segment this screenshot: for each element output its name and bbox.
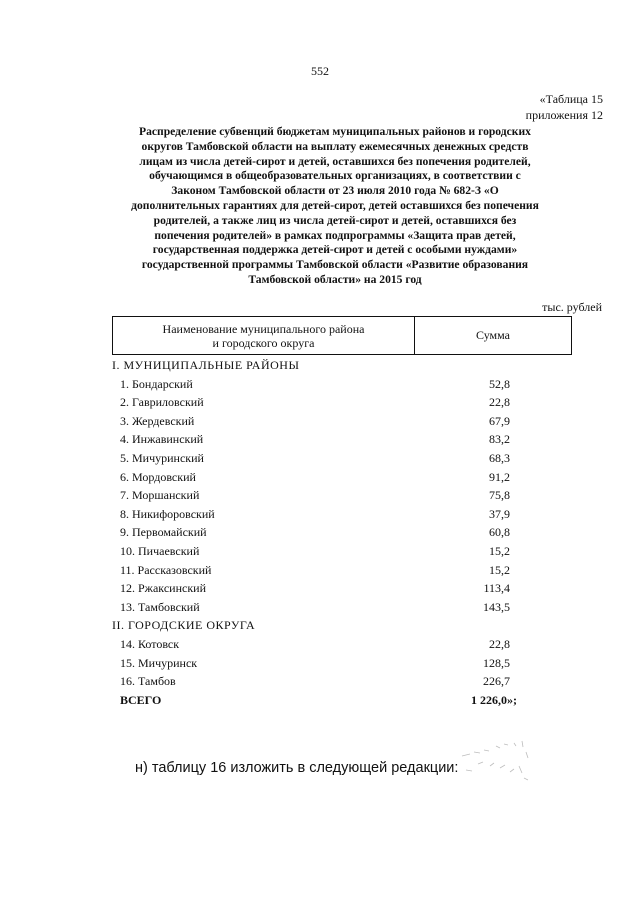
table-row [112, 375, 572, 394]
district-name: 13. Тамбовский [120, 599, 200, 614]
title-line: государственной программы Тамбовской области «Развитие образования [141, 258, 529, 272]
district-value: 75,8 [489, 488, 510, 503]
district-name: 10. Пичаевский [120, 543, 200, 558]
city-name: 15. Мичуринск [120, 655, 198, 670]
table-body [112, 356, 572, 709]
district-name: 6. Мордовский [120, 469, 196, 484]
district-value: 67,9 [489, 413, 510, 428]
title-line: родителей, а также лиц из числа детей-сирот и детей, оставшихся без [153, 213, 517, 227]
table-row [112, 505, 572, 524]
district-value: 37,9 [489, 506, 510, 521]
title-line: лицам из числа детей-сирот и детей, оставшихся без попечения родителей, [139, 154, 531, 168]
district-value: 15,2 [489, 543, 510, 558]
table-row [112, 468, 572, 487]
table-reference-line1: «Таблица 15 [539, 92, 603, 106]
district-name: 9. Первомайский [120, 525, 207, 540]
table-row [112, 523, 572, 542]
units-label: тыс. рублей [542, 300, 602, 314]
table-row [112, 579, 572, 598]
district-value: 143,5 [483, 599, 510, 614]
title-line: дополнительных гарантиях для детей-сирот, детей оставшихся без попечения [131, 198, 539, 212]
title-line: Законом Тамбовской области от 23 июля 2010 года № 682-З «О [171, 184, 499, 198]
title-line: округов Тамбовской области на выплату ежемесячных денежных средств [141, 139, 529, 153]
city-value: 128,5 [483, 655, 510, 670]
district-value: 83,2 [489, 432, 510, 447]
city-name: 14. Котовск [120, 636, 180, 651]
district-value: 68,3 [489, 450, 510, 465]
district-value: 22,8 [489, 395, 510, 410]
section-row [112, 356, 572, 375]
district-value: 52,8 [489, 376, 510, 391]
table-header [112, 316, 572, 355]
document-title [100, 125, 570, 288]
district-name: 11. Рассказовский [120, 562, 212, 577]
table-row [112, 598, 572, 617]
section-row [112, 616, 572, 635]
title-line: обучающимся в общеобразовательных организациях, в соответствии с [149, 169, 521, 183]
table-reference [526, 91, 603, 123]
title-line: Распределение субвенций бюджетам муниципальных районов и городских [139, 125, 531, 138]
title-line: Тамбовской области» на 2015 год [248, 272, 422, 286]
faint-stamp-icon [456, 738, 536, 784]
section-title: II. ГОРОДСКИЕ ОКРУГА [112, 618, 256, 633]
section-title: I. МУНИЦИПАЛЬНЫЕ РАЙОНЫ [112, 358, 300, 372]
total-value: 1 226,0»; [471, 692, 517, 707]
district-name: 7. Моршанский [120, 488, 200, 503]
district-value: 15,2 [489, 562, 510, 577]
city-value: 22,8 [489, 636, 510, 651]
city-name: 16. Тамбов [120, 674, 176, 689]
amendment-instruction: н) таблицу 16 изложить в следующей редакции: [135, 760, 459, 776]
total-row [112, 691, 572, 710]
district-name: 12. Ржаксинский [120, 581, 206, 596]
total-label: ВСЕГО [120, 692, 162, 707]
header-name-line2: и городского округа [212, 335, 315, 350]
city-value: 226,7 [483, 674, 510, 689]
table-row [112, 430, 572, 449]
table-reference-line2: приложения 12 [525, 108, 603, 122]
header-name-cell [113, 317, 415, 354]
header-name-line1: Наименование муниципального района [162, 321, 365, 336]
table-row [112, 654, 572, 673]
district-name: 2. Гавриловский [120, 395, 204, 410]
district-value: 60,8 [489, 525, 510, 540]
title-line: государственная поддержка детей-сирот и детей с особыми нуждами» [152, 243, 518, 257]
title-line: попечения родителей» в рамках подпрограммы «Защита прав детей, [154, 228, 516, 242]
table-row [112, 672, 572, 691]
table-row [112, 393, 572, 412]
table-row [112, 561, 572, 580]
district-name: 1. Бондарский [120, 376, 193, 391]
table-row [112, 542, 572, 561]
district-value: 113,4 [483, 581, 510, 596]
table-row [112, 635, 572, 654]
table-row [112, 486, 572, 505]
page-number: 552 [311, 64, 329, 78]
district-name: 4. Инжавинский [120, 432, 204, 447]
district-name: 5. Мичуринский [120, 450, 204, 465]
district-name: 3. Жердевский [120, 413, 195, 428]
table-row [112, 449, 572, 468]
district-value: 91,2 [489, 469, 510, 484]
district-name: 8. Никифоровский [120, 506, 215, 521]
table-row [112, 412, 572, 431]
header-sum-cell: Сумма [476, 328, 510, 342]
